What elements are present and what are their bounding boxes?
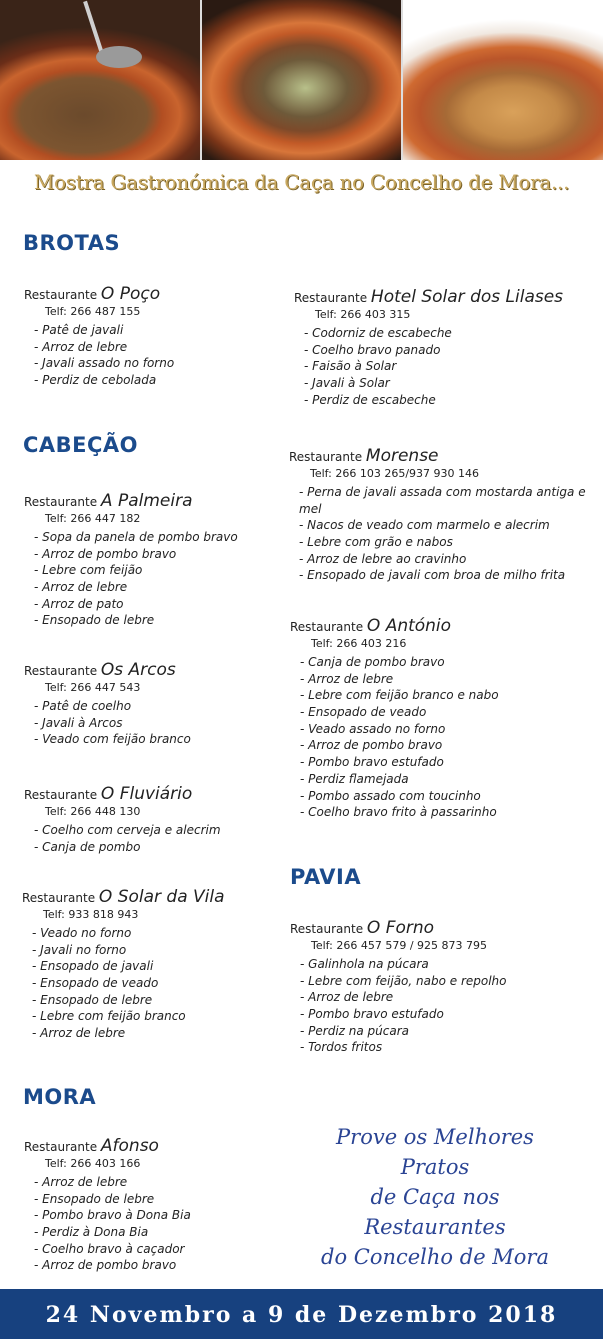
dish-item: - Javali à Solar	[304, 375, 563, 392]
restaurant-o-poco	[24, 284, 174, 389]
dish-item: - Faisão à Solar	[304, 358, 563, 375]
dish-item: - Pombo bravo à Dona Bia	[34, 1207, 191, 1224]
dish-item: - Javali assado no forno	[34, 355, 174, 372]
dish-item: - Nacos de veado com marmelo e alecrim	[299, 517, 589, 534]
restaurant-phone: Telf: 266 403 166	[45, 1157, 141, 1170]
dish-list	[24, 529, 238, 629]
dish-item: - Arroz de lebre	[34, 579, 238, 596]
dish-item: - Perna de javali assada com mostarda antiga e mel	[299, 484, 589, 517]
restaurant-name: O António	[366, 616, 452, 636]
restaurant-phone: Telf: 266 447 543	[45, 681, 141, 694]
dish-item: - Ensopado de lebre	[34, 1191, 191, 1208]
dish-item: - Ensopado de lebre	[32, 992, 225, 1009]
dish-item: - Ensopado de javali com broa de milho frita	[299, 567, 589, 584]
ladle-bowl	[96, 46, 142, 68]
restaurant-hotel-solar-dos-lilases	[294, 287, 563, 408]
restaurant-prefix: Restaurante	[24, 1140, 98, 1154]
dish-item: - Coelho bravo panado	[304, 342, 563, 359]
dish-item: - Veado com feijão branco	[34, 731, 191, 748]
dish-list	[290, 654, 499, 821]
restaurant-name: Morense	[365, 446, 439, 466]
restaurant-os-arcos	[24, 660, 191, 748]
restaurant-name: O Solar da Vila	[98, 887, 225, 907]
dish-item: - Arroz de pombo bravo	[34, 546, 238, 563]
dish-item: - Arroz de lebre	[300, 671, 499, 688]
restaurant-prefix: Restaurante	[24, 664, 98, 678]
dish-item: - Coelho com cerveja e alecrim	[34, 822, 221, 839]
region-heading-brotas: BROTAS	[23, 231, 121, 255]
dish-list	[294, 325, 563, 408]
dish-item: - Pombo bravo estufado	[300, 1006, 507, 1023]
dish-item: - Pombo bravo estufado	[300, 754, 499, 771]
restaurant-morense	[289, 446, 589, 584]
stew-pot-photo	[0, 0, 200, 160]
dish-item: - Patê de coelho	[34, 698, 191, 715]
restaurant-prefix: Restaurante	[24, 288, 98, 302]
dish-item: - Arroz de pato	[34, 596, 238, 613]
restaurant-prefix: Restaurante	[290, 620, 364, 634]
dish-item: - Ensopado de veado	[32, 975, 225, 992]
restaurant-name: O Forno	[366, 918, 435, 938]
restaurant-name: O Poço	[100, 284, 161, 304]
dish-item: - Perdiz à Dona Bia	[34, 1224, 191, 1241]
restaurant-name: Afonso	[100, 1136, 159, 1156]
dish-item: - Lebre com feijão branco e nabo	[300, 687, 499, 704]
restaurant-phone: Telf: 266 447 182	[45, 512, 141, 525]
restaurant-prefix: Restaurante	[22, 891, 96, 905]
dish-item: - Perdiz flamejada	[300, 771, 499, 788]
dish-item: - Javali no forno	[32, 942, 225, 959]
dish-item: - Ensopado de lebre	[34, 612, 238, 629]
region-heading-cabecao: CABEÇÃO	[23, 433, 139, 457]
dish-item: - Lebre com feijão branco	[32, 1008, 225, 1025]
promo-line: Prove os Melhores Pratos	[336, 1125, 534, 1179]
restaurant-afonso	[24, 1136, 191, 1274]
restaurant-o-antonio	[290, 616, 499, 821]
restaurant-phone: Telf: 266 487 155	[45, 305, 141, 318]
dish-item: - Lebre com feijão, nabo e repolho	[300, 973, 507, 990]
dish-item: - Perdiz de escabeche	[304, 392, 563, 409]
promo-line: do Concelho de Mora	[321, 1245, 549, 1269]
dish-item: - Arroz de pombo bravo	[300, 737, 499, 754]
restaurant-phone: Telf: 933 818 943	[43, 908, 139, 921]
restaurant-o-solar-da-vila	[22, 887, 225, 1042]
region-heading-mora: MORA	[23, 1085, 97, 1109]
dish-item: - Veado no forno	[32, 925, 225, 942]
restaurant-name: A Palmeira	[100, 491, 193, 511]
restaurant-prefix: Restaurante	[290, 922, 364, 936]
dish-item: - Canja de pombo	[34, 839, 221, 856]
dish-item: - Arroz de pombo bravo	[34, 1257, 191, 1274]
dish-item: - Ensopado de veado	[300, 704, 499, 721]
dish-item: - Arroz de lebre	[34, 1174, 191, 1191]
header-photo-strip	[0, 0, 603, 160]
dish-item: - Ensopado de javali	[32, 958, 225, 975]
dish-item: - Perdiz de cebolada	[34, 372, 174, 389]
dish-item: - Arroz de lebre	[300, 989, 507, 1006]
dish-item: - Patê de javali	[34, 322, 174, 339]
dish-list	[289, 484, 589, 584]
dish-item: - Lebre com feijão	[34, 562, 238, 579]
restaurant-phone: Telf: 266 448 130	[45, 805, 141, 818]
bread-stew-photo	[401, 0, 603, 160]
dish-list	[24, 698, 191, 748]
event-title-banner: Mostra Gastronómica da Caça no Concelho de Mora...	[33, 170, 570, 194]
restaurant-phone: Telf: 266 403 315	[315, 308, 411, 321]
dish-list	[290, 956, 507, 1056]
bean-stew-photo	[200, 0, 402, 160]
dish-item: - Codorniz de escabeche	[304, 325, 563, 342]
dish-item: - Veado assado no forno	[300, 721, 499, 738]
restaurant-phone: Telf: 266 403 216	[311, 637, 407, 650]
restaurant-name: O Fluviário	[100, 784, 193, 804]
restaurant-phone: Telf: 266 457 579 / 925 873 795	[311, 939, 488, 952]
restaurant-o-forno	[290, 918, 507, 1056]
restaurant-a-palmeira	[24, 491, 238, 629]
event-dates: 24 Novembro a 9 de Dezembro 2018	[45, 1302, 558, 1328]
restaurant-phone: Telf: 266 103 265/937 930 146	[310, 467, 480, 480]
dish-item: - Tordos fritos	[300, 1039, 507, 1056]
restaurant-prefix: Restaurante	[24, 495, 98, 509]
dish-item: - Arroz de lebre	[34, 339, 174, 356]
dish-item: - Javali à Arcos	[34, 715, 191, 732]
dish-list	[22, 925, 225, 1042]
dish-item: - Canja de pombo bravo	[300, 654, 499, 671]
dish-item: - Perdiz na púcara	[300, 1023, 507, 1040]
dish-list	[24, 1174, 191, 1274]
restaurant-prefix: Restaurante	[289, 450, 363, 464]
region-heading-pavia: PAVIA	[290, 865, 362, 889]
dish-item: - Lebre com grão e nabos	[299, 534, 589, 551]
dish-item: - Pombo assado com toucinho	[300, 788, 499, 805]
restaurant-prefix: Restaurante	[294, 291, 368, 305]
dish-item: - Arroz de lebre ao cravinho	[299, 551, 589, 568]
dish-item: - Galinhola na púcara	[300, 956, 507, 973]
restaurant-o-fluviario	[24, 784, 221, 855]
dish-item: - Coelho bravo frito à passarinho	[300, 804, 499, 821]
promo-line: de Caça nos Restaurantes	[364, 1185, 506, 1239]
dish-item: - Arroz de lebre	[32, 1025, 225, 1042]
restaurant-name: Hotel Solar dos Lilases	[370, 287, 564, 307]
dish-item: - Coelho bravo à caçador	[34, 1241, 191, 1258]
dish-item: - Sopa da panela de pombo bravo	[34, 529, 238, 546]
promo-tagline	[300, 1122, 570, 1272]
restaurant-name: Os Arcos	[100, 660, 176, 680]
dish-list	[24, 322, 174, 389]
restaurant-prefix: Restaurante	[24, 788, 98, 802]
dish-list	[24, 822, 221, 855]
